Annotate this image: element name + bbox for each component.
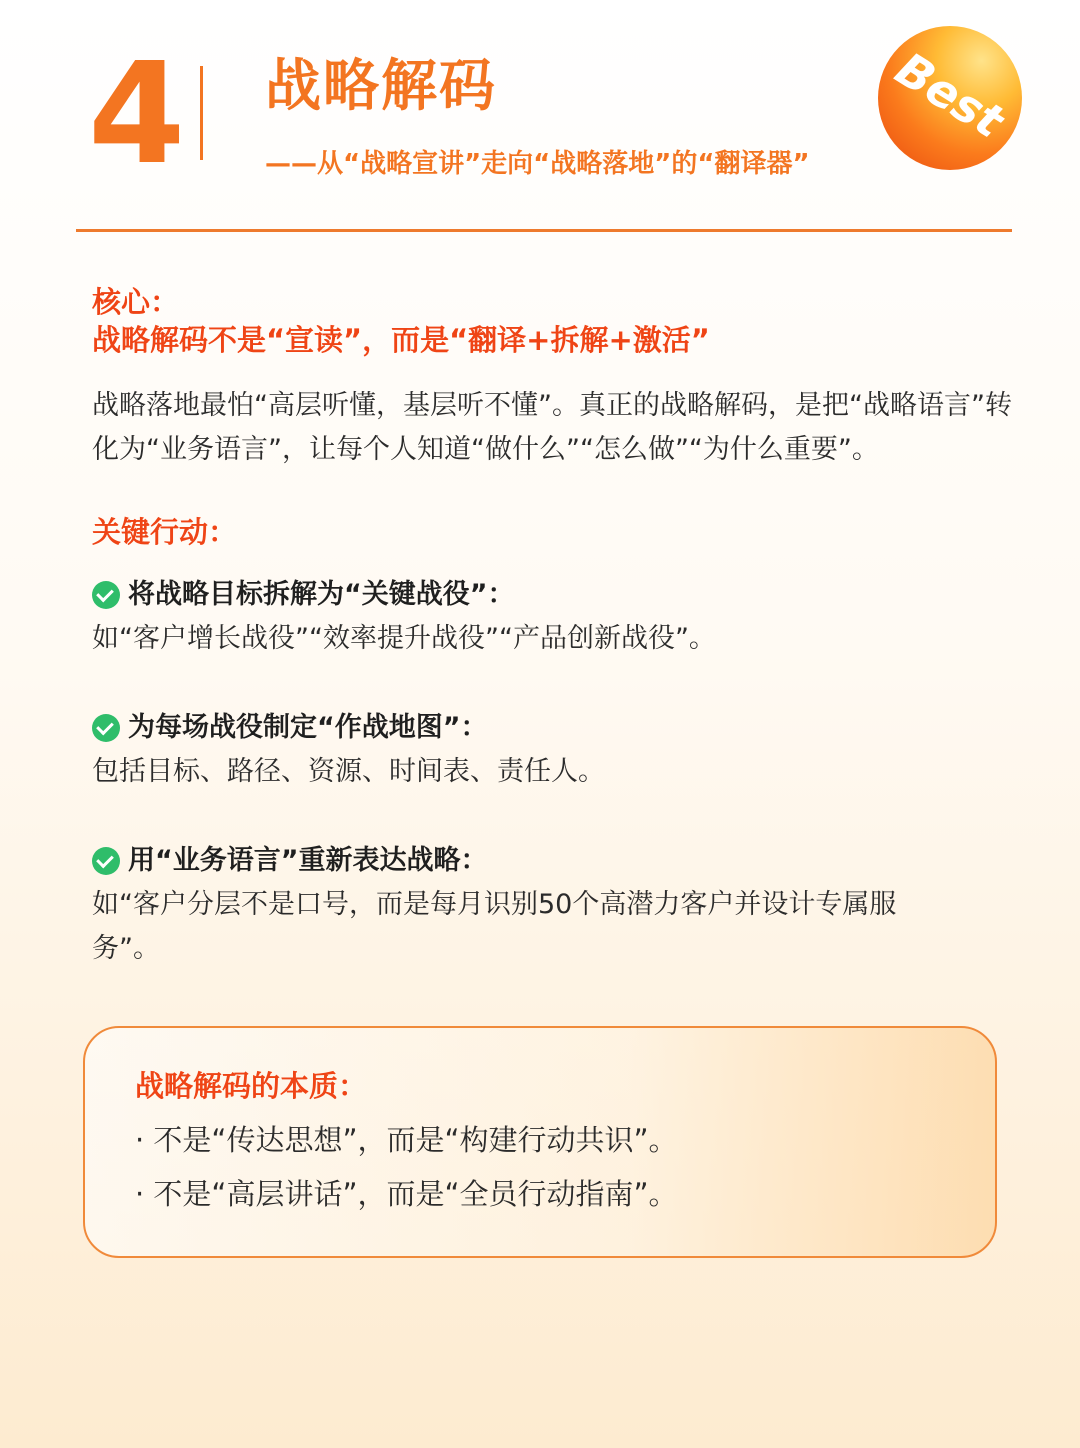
vertical-divider: [200, 66, 203, 160]
action-title: 用“业务语言”重新表达战略：: [128, 845, 488, 876]
check-circle-icon: [92, 714, 120, 742]
action-item-campaigns: [92, 575, 992, 661]
key-actions-heading: 关键行动：: [92, 515, 238, 549]
check-circle-icon: [92, 581, 120, 609]
page-subtitle: ——从“战略宣讲”走向“战略落地”的“翻译器”: [265, 149, 810, 179]
action-title: 为每场战役制定“作战地图”：: [128, 712, 488, 743]
essence-title: 战略解码的本质：: [135, 1069, 368, 1103]
action-title: 将战略目标拆解为“关键战役”：: [128, 579, 515, 610]
intro-paragraph: 战略落地最怕“高层听懂，基层听不懂”。真正的战略解码，是把“战略语言”转化为“业务语言”，让每个人知道“做什么”“怎么做”“为什么重要”。: [92, 390, 1012, 465]
section-number: 4: [88, 33, 186, 196]
essence-line: · 不是“高层讲话”，而是“全员行动指南”。: [135, 1177, 678, 1211]
action-desc: 如“客户增长战役”“效率提升战役”“产品创新战役”。: [92, 623, 716, 654]
best-badge-icon: [878, 26, 1022, 170]
action-item-business-language: [92, 841, 932, 971]
page-title: 战略解码: [265, 54, 497, 119]
action-item-battle-map: [92, 708, 992, 794]
best-badge-text: Best: [886, 41, 1014, 149]
action-desc: 如“客户分层不是口号，而是每月识别50个高潜力客户并设计专属服务”。: [92, 889, 897, 964]
essence-card: [83, 1026, 997, 1258]
core-label: 核心：: [92, 285, 180, 319]
core-statement: 战略解码不是“宣读”，而是“翻译+拆解+激活”: [92, 323, 710, 357]
action-desc: 包括目标、路径、资源、时间表、责任人。: [92, 756, 605, 787]
header-divider: [76, 229, 1012, 232]
check-circle-icon: [92, 847, 120, 875]
essence-line: · 不是“传达思想”，而是“构建行动共识”。: [135, 1123, 678, 1157]
